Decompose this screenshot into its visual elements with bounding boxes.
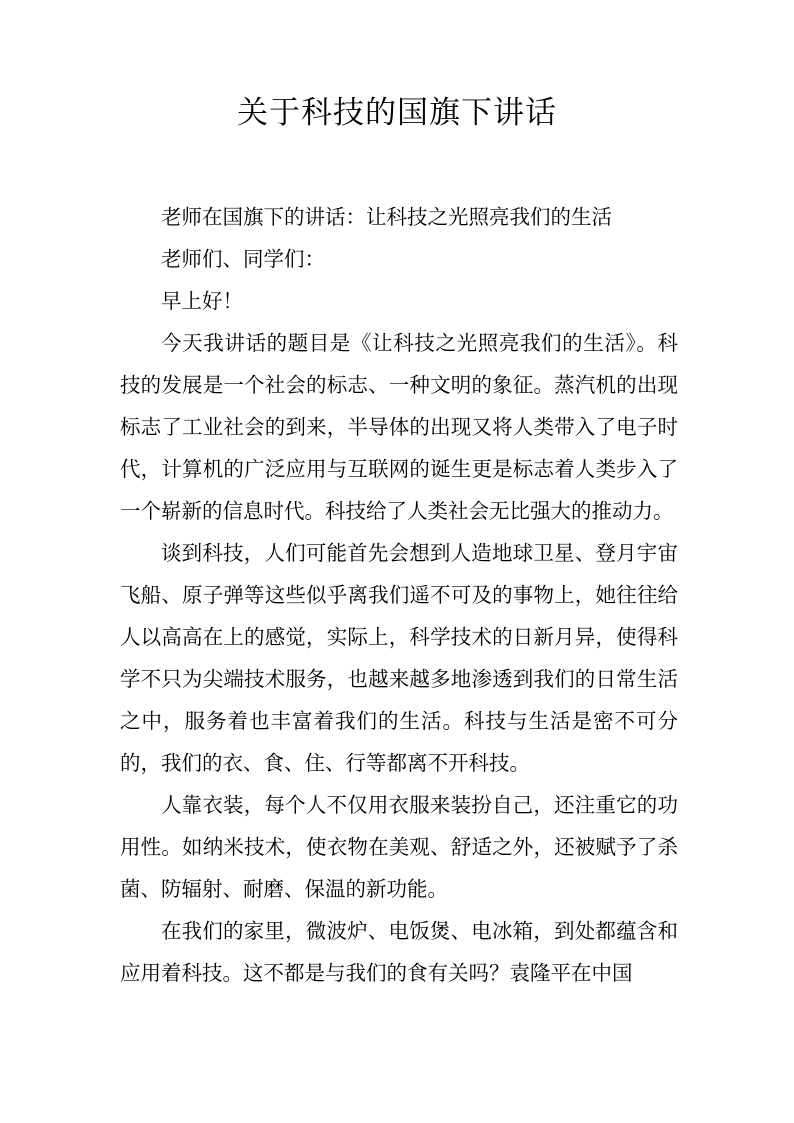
body-paragraph: 人靠衣装，每个人不仅用衣服来装扮自己，还注重它的功用性。如纳米技术，使衣物在美观、舒适之外，还被赋予了杀菌、防辐射、耐磨、保温的新功能。 [120,793,678,901]
document-body [120,196,678,994]
body-paragraph: 谈到科技，人们可能首先会想到人造地球卫星、登月宇宙飞船、原子弹等这些似乎离我们遥不可及的事物上，她往往给人以高高在上的感觉，实际上，科学技术的日新月异，使得科学不只为尖端技术服务，也越来越多地渗透到我们的日常生活之中，服务着也丰富着我们的生活。科技与生活是密不可分的，我们的衣、食、住、行等都离不开科技。 [120,541,678,775]
speech-heading: 老师在国旗下的讲话：让科技之光照亮我们的生活 [161,205,612,229]
body-paragraph: 在我们的家里，微波炉、电饭煲、电冰箱，到处都蕴含和应用着科技。这不都是与我们的食有关吗？袁隆平在中国 [120,919,678,985]
document-title: 关于科技的国旗下讲话 [237,95,557,131]
body-paragraph: 今天我讲话的题目是《让科技之光照亮我们的生活》。科技的发展是一个社会的标志、一种文明的象征。蒸汽机的出现标志了工业社会的到来，半导体的出现又将人类带入了电子时代，计算机的广泛应用与互联网的诞生更是标志着人类步入了一个崭新的信息时代。科技给了人类社会无比强大的推动力。 [120,331,678,523]
salutation: 老师们、同学们： [161,247,325,271]
greeting: 早上好！ [161,289,243,313]
